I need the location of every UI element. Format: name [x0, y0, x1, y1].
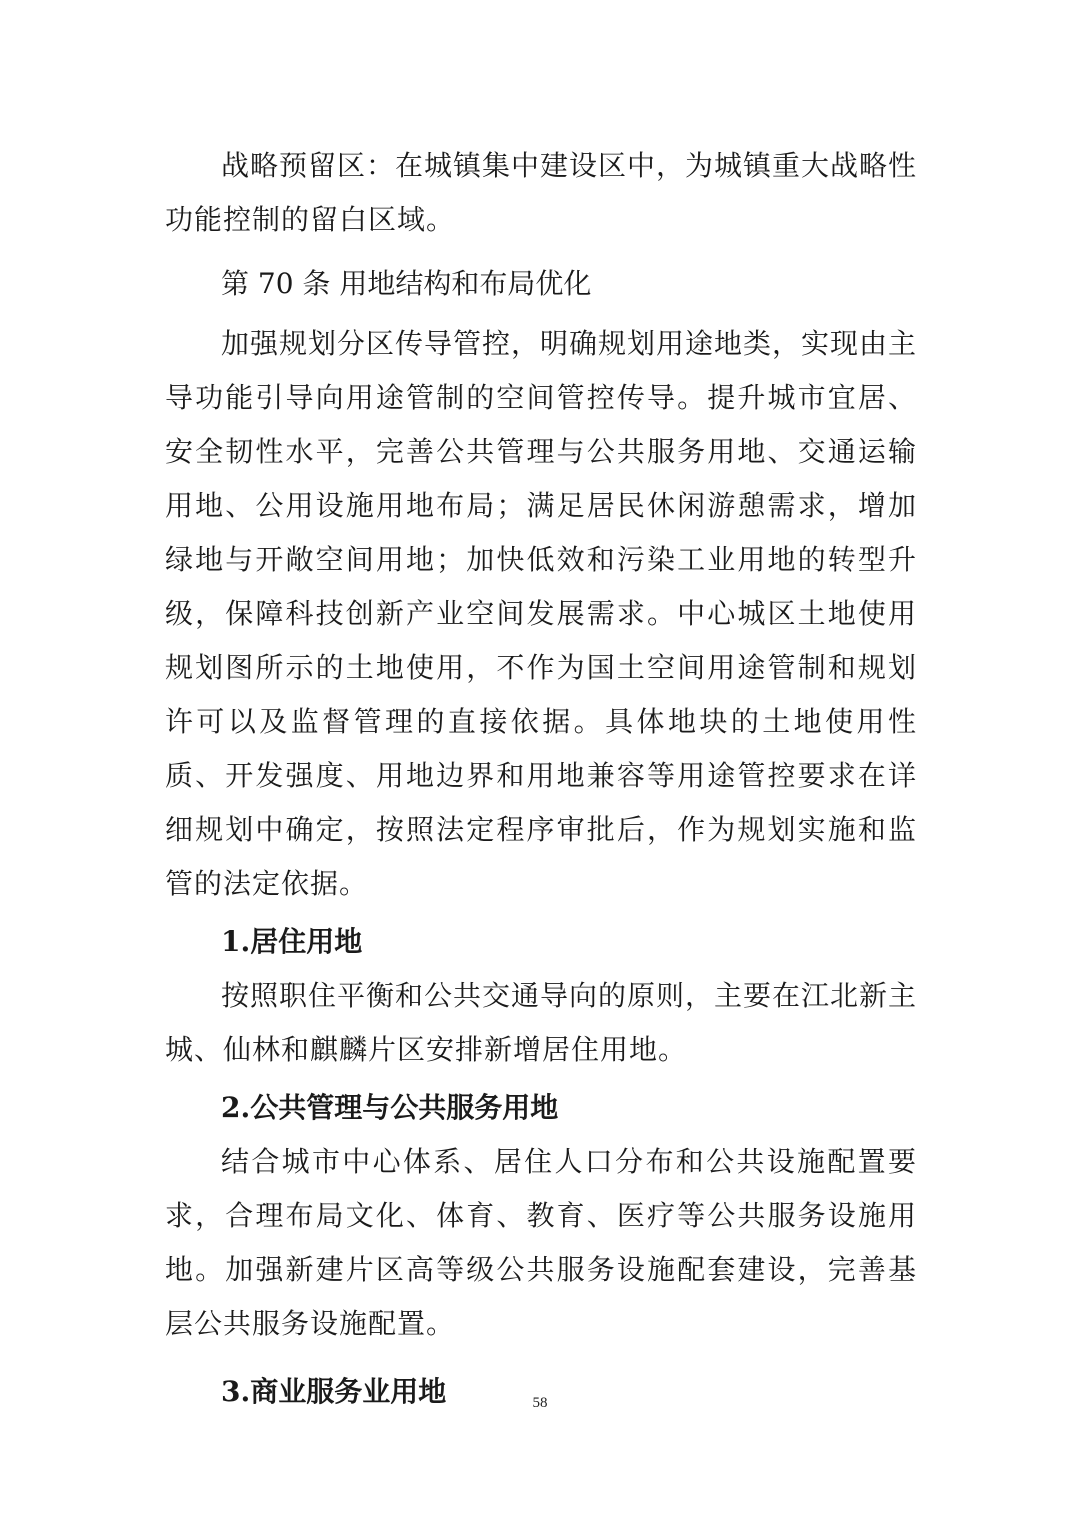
paragraph-strategic-reserve: 战略预留区：在城镇集中建设区中，为城镇重大战略性功能控制的留白区域。	[165, 149, 918, 236]
paragraph-article-body: 加强规划分区传导管控，明确规划用途地类，实现由主导功能引导向用途管制的空间管控传导。提升城市宜居、安全韧性水平，完善公共管理与公共服务用地、交通运输用地、公用设施用地布局；满足居民休闲游憩需求，增加绿地与开敞空间用地；加快低效和污染工业用地的转型升级，保障科技创新产业空间发展需求。中心城区土地使用规划图所示的土地使用，不作为国土空间用途管制和规划许可以及监督管理的直接依据。具体地块的土地使用性质、开发强度、用地边界和用地兼容等用途管控要求在详细规划中确定，按照法定程序审批后，作为规划实施和监管的法定依据。	[165, 327, 918, 900]
section-heading-commercial: 3.商业服务业用地	[221, 1375, 447, 1408]
article-title: 第 70 条 用地结构和布局优化	[221, 267, 592, 300]
section-heading-public-services: 2.公共管理与公共服务用地	[221, 1091, 559, 1124]
paragraph-public-services: 结合城市中心体系、居住人口分布和公共设施配置要求，合理布局文化、体育、教育、医疗等公共服务设施用地。加强新建片区高等级公共服务设施配套建设，完善基层公共服务设施配置。	[165, 1145, 917, 1340]
section-heading-residential: 1.居住用地	[221, 925, 363, 958]
page-number: 58	[532, 1395, 548, 1411]
document-body	[165, 139, 917, 1419]
paragraph-residential: 按照职住平衡和公共交通导向的原则，主要在江北新主城、仙林和麒麟片区安排新增居住用地。	[165, 979, 918, 1066]
